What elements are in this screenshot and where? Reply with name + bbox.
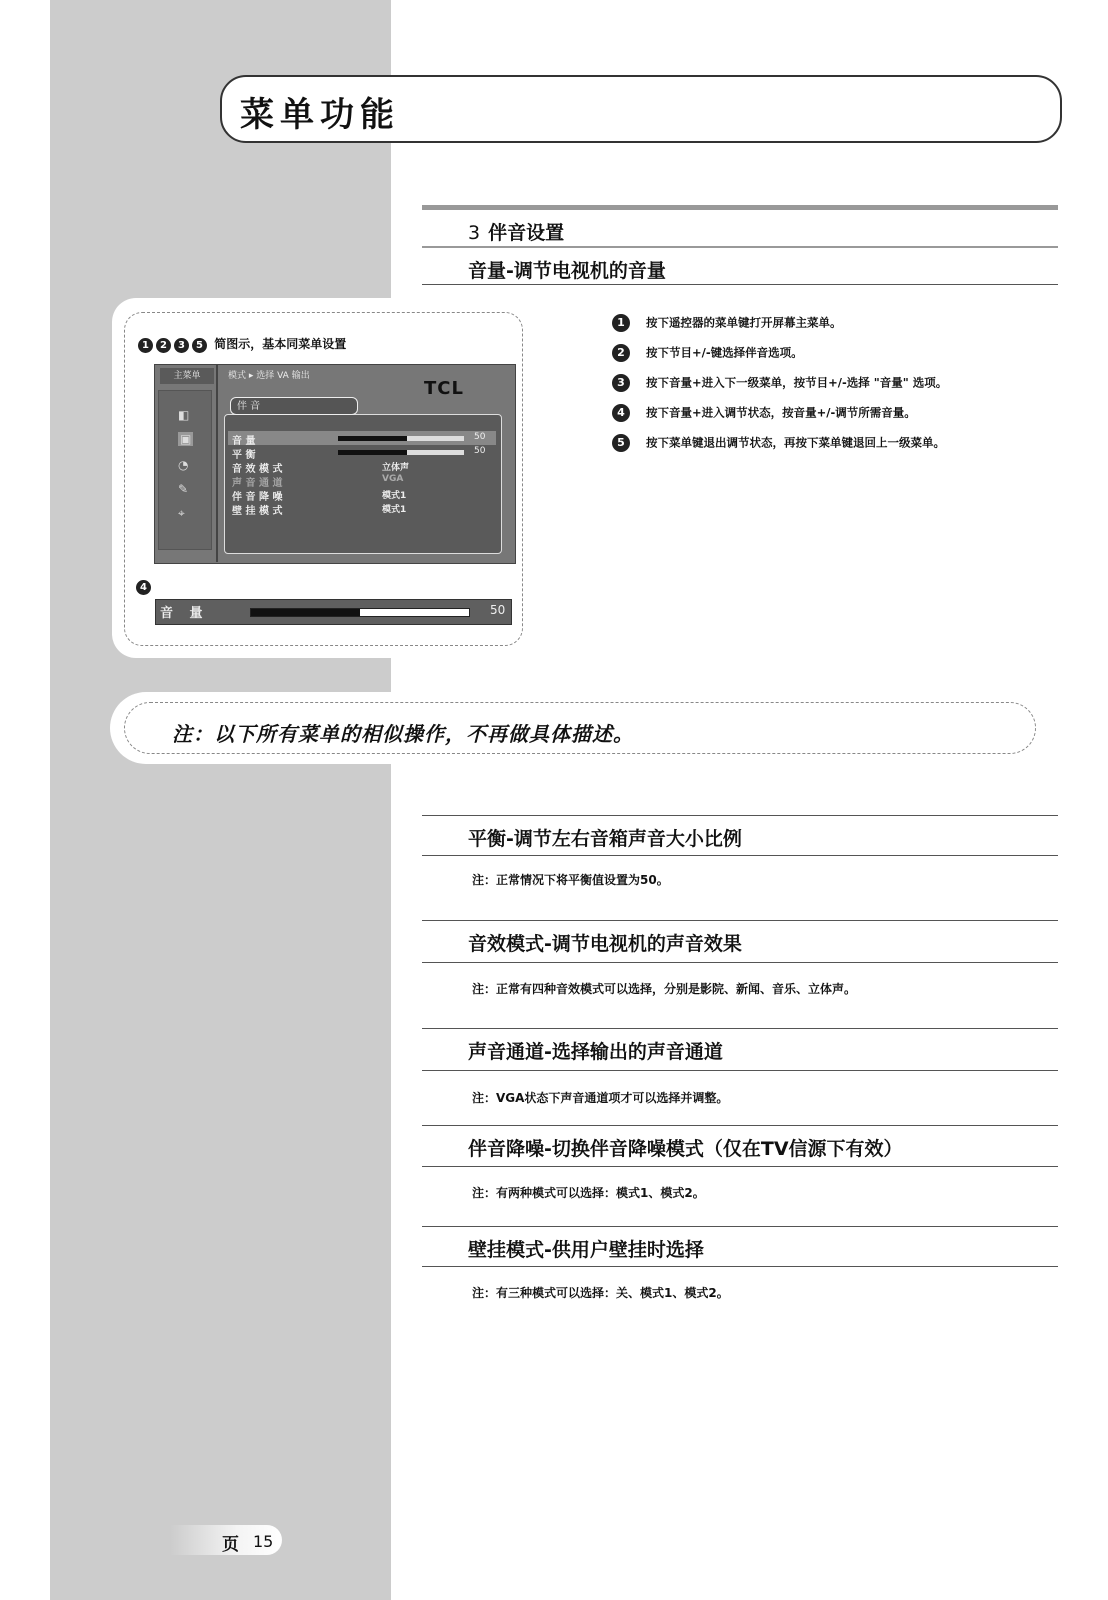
- grey-side-column: [50, 0, 391, 1600]
- setup-icon: ✎: [178, 482, 189, 496]
- section-rule: [422, 962, 1058, 963]
- step-text: 按下音量+进入调节状态，按音量+/-调节所需音量。: [646, 405, 916, 420]
- step-item: [612, 374, 947, 392]
- wall-mount-note: 注：有三种模式可以选择：关、模式1、模式2。: [472, 1286, 729, 1300]
- step-item: [612, 344, 803, 362]
- wall-mount-heading: 壁挂模式-供用户壁挂时选择: [468, 1239, 704, 1261]
- noise-reduction-note: 注：有两种模式可以选择：模式1、模式2。: [472, 1186, 705, 1200]
- section-rule: [422, 1028, 1058, 1029]
- section-rule: [422, 1266, 1058, 1267]
- osd-item-volume: 音 量: [232, 436, 256, 447]
- volume-adjust-label: 音 量: [160, 606, 209, 621]
- section-rule: [422, 920, 1058, 921]
- step-item: [612, 434, 945, 452]
- osd-balance-fill: [338, 450, 407, 455]
- sound-channel-heading: 声音通道-选择输出的声音通道: [468, 1041, 723, 1063]
- osd-divider: [216, 364, 218, 562]
- timer-icon: ◔: [178, 458, 189, 472]
- step-number-icon: 1: [612, 314, 630, 332]
- volume-adjust-fill: [251, 609, 360, 616]
- section-rule: [422, 1226, 1058, 1227]
- section-rule: [422, 1166, 1058, 1167]
- osd-volume-bar: [338, 436, 464, 441]
- page-label: 页: [222, 1535, 239, 1555]
- osd-step4-marker: [136, 575, 154, 595]
- sound-mode-note: 注：正常有四种音效模式可以选择，分别是影院、新闻、音乐、立体声。: [472, 982, 857, 996]
- step-number-icon: 2: [156, 338, 171, 353]
- step-number-icon: 5: [192, 338, 207, 353]
- page-number: 15: [253, 1532, 274, 1551]
- osd-balance-value: 50: [474, 446, 486, 456]
- page-title: 菜单功能: [240, 95, 400, 135]
- osd-wall-mount-value: 模式1: [382, 505, 407, 515]
- volume-adjust-track: [250, 608, 470, 617]
- step-number-icon: 1: [138, 338, 153, 353]
- balance-heading: 平衡-调节左右音箱声音大小比例: [468, 828, 742, 850]
- noise-reduction-heading: 伴音降噪-切换伴音降噪模式（仅在TV信源下有效）: [468, 1138, 903, 1160]
- osd-breadcrumb: 模式 ▸ 选择 VA 输出: [228, 371, 310, 381]
- step-number-icon: 3: [612, 374, 630, 392]
- function-icon: ⌖: [178, 506, 185, 520]
- volume-adjust-value: 50: [490, 603, 506, 617]
- osd-main-menu-tab: 主菜单: [160, 368, 214, 384]
- section-title: [468, 218, 564, 245]
- osd-volume-value: 50: [474, 432, 486, 442]
- osd-item-noise-reduction: 伴 音 降 噪: [232, 492, 283, 503]
- note-banner-text: 注：以下所有菜单的相似操作，不再做具体描述。: [172, 722, 634, 746]
- step-text: 按下节目+/-键选择伴音选项。: [646, 345, 803, 360]
- osd-item-sound-mode: 音 效 模 式: [232, 464, 283, 475]
- section-rule: [422, 815, 1058, 816]
- volume-heading-rule: [422, 284, 1058, 285]
- step-item: [612, 404, 916, 422]
- section-top-rule: [422, 205, 1058, 210]
- sound-channel-note: 注：VGA状态下声音通道项才可以选择并调整。: [472, 1091, 729, 1105]
- step-item: [612, 314, 842, 332]
- step-number-icon: 5: [612, 434, 630, 452]
- osd-noise-reduction-value: 模式1: [382, 491, 407, 501]
- step-number-icon: 2: [612, 344, 630, 362]
- step-text: 按下遥控器的菜单键打开屏幕主菜单。: [646, 315, 842, 330]
- osd-item-balance: 平 衡: [232, 450, 256, 461]
- osd-caption-text: 简图示，基本同菜单设置: [214, 337, 347, 351]
- step-number-icon: 4: [136, 580, 151, 595]
- sound-icon: ▣: [180, 432, 192, 446]
- section-rule: [422, 855, 1058, 856]
- osd-balance-bar: [338, 450, 464, 455]
- step-text: 按下音量+进入下一级菜单，按节目+/-选择 "音量" 选项。: [646, 375, 948, 390]
- osd-item-wall-mount: 壁 挂 模 式: [232, 506, 283, 517]
- osd-sound-header: 伴 音: [230, 397, 358, 415]
- step-text: 按下菜单键退出调节状态，再按下菜单键退回上一级菜单。: [646, 435, 945, 450]
- section-title-text: 伴音设置: [488, 222, 565, 244]
- osd-sound-channel-value: VGA: [382, 474, 404, 484]
- volume-heading: 音量-调节电视机的音量: [468, 260, 666, 282]
- section-rule: [422, 1070, 1058, 1071]
- tcl-logo: TCL: [424, 378, 464, 399]
- section-mid-rule: [422, 246, 1058, 248]
- osd-volume-fill: [338, 436, 407, 441]
- osd-item-sound-channel: 声 音 通 道: [232, 478, 283, 489]
- section-number: 3: [468, 222, 481, 244]
- osd-caption: [138, 335, 346, 353]
- sound-mode-heading: 音效模式-调节电视机的声音效果: [468, 933, 742, 955]
- step-number-icon: 4: [612, 404, 630, 422]
- osd-sound-mode-value: 立体声: [382, 463, 410, 473]
- title-banner: [220, 75, 1062, 143]
- section-rule: [422, 1125, 1058, 1126]
- step-number-icon: 3: [174, 338, 189, 353]
- balance-note: 注：正常情况下将平衡值设置为50。: [472, 873, 669, 887]
- picture-icon: ◧: [178, 408, 190, 422]
